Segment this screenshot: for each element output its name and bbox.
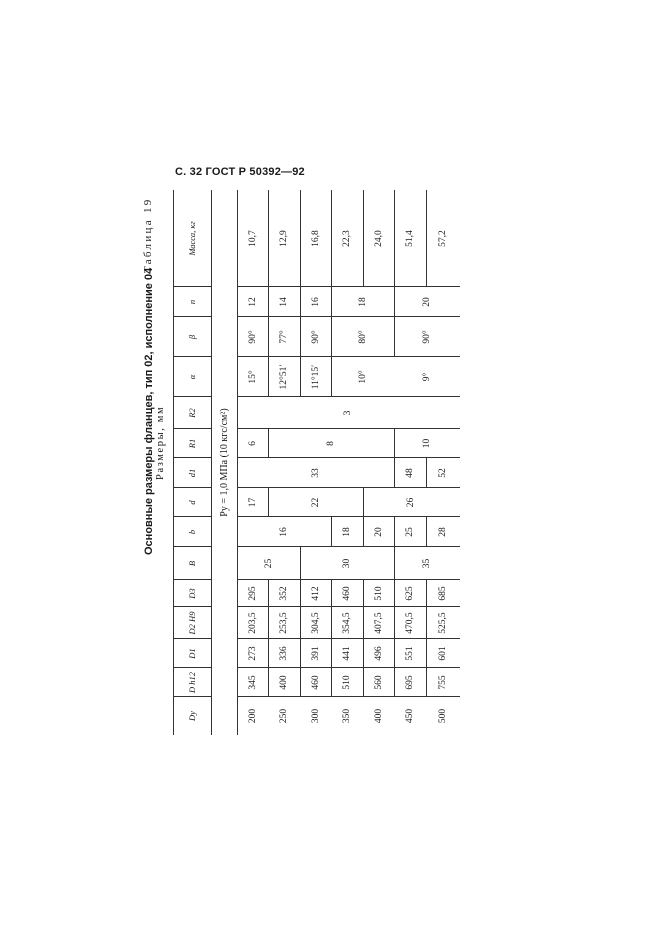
cell-d3: 625 <box>405 586 415 601</box>
row-rule <box>300 287 301 317</box>
row-rule <box>394 429 395 458</box>
cell-b-lower: 28 <box>437 527 448 537</box>
row-rule <box>394 517 395 547</box>
column-header: n <box>187 299 197 305</box>
column-header: D h12 <box>187 672 197 694</box>
column-header: β <box>187 334 197 340</box>
cell-b-upper: 30 <box>342 558 352 569</box>
row-rule <box>426 458 427 488</box>
row-rule <box>300 190 301 287</box>
rotated-table-block <box>140 190 460 735</box>
row-rule <box>331 317 332 357</box>
cell-dy: 350 <box>342 708 352 724</box>
cell-beta: 90° <box>421 330 432 344</box>
row-rule <box>331 287 332 317</box>
cell-d: 17 <box>247 497 258 508</box>
cell-d1: 496 <box>373 646 384 661</box>
cell-d1: 336 <box>279 646 289 661</box>
table-units: Размеры, мм <box>155 405 166 480</box>
column-rule <box>237 606 460 607</box>
cell-d3: 510 <box>373 586 384 601</box>
row-rule <box>268 357 269 397</box>
cell-mass: 16,8 <box>310 230 321 247</box>
cell-dy: 400 <box>373 708 384 724</box>
cell-beta: 90° <box>247 330 258 344</box>
column-header: d1 <box>187 468 197 478</box>
cell-d3: 295 <box>247 586 258 601</box>
cell-d3: 685 <box>437 586 448 601</box>
flange-dimensions-table <box>173 190 460 735</box>
cell-b-lower: 25 <box>405 527 415 537</box>
row-rule <box>394 547 395 580</box>
column-header: α <box>187 374 197 380</box>
cell-d1: 33 <box>310 468 321 478</box>
row-rule <box>331 190 332 287</box>
column-header: R2 <box>187 408 197 418</box>
cell-b-upper: 25 <box>263 558 274 569</box>
column-rule <box>237 638 460 639</box>
cell-d2: 203,5 <box>247 612 258 634</box>
cell-dy: 200 <box>247 708 258 724</box>
table-label: Таблица 19 <box>142 197 154 273</box>
cell-b-lower: 18 <box>342 527 352 537</box>
row-rule <box>394 458 395 488</box>
row-rule <box>300 317 301 357</box>
cell-d: 345 <box>247 675 258 690</box>
cell-mass: 22,3 <box>342 230 352 247</box>
table-title: Основные размеры фланцев, тип 02, исполнение 04 <box>143 267 155 555</box>
column-header: D2 H9 <box>187 611 197 635</box>
cell-d: 26 <box>406 497 416 508</box>
cell-d: 695 <box>405 675 415 690</box>
cell-d: 460 <box>310 675 321 690</box>
cell-beta: 80° <box>357 330 368 344</box>
cell-r1: 6 <box>247 441 258 446</box>
cell-d2: 525,5 <box>437 612 448 634</box>
cell-alpha: 10° <box>357 370 368 384</box>
cell-dy: 450 <box>405 708 415 724</box>
cell-d1: 391 <box>310 646 321 661</box>
cell-mass: 57,2 <box>437 230 448 247</box>
row-rule <box>300 547 301 580</box>
cell-d1: 601 <box>437 646 448 661</box>
cell-d1: 48 <box>405 468 415 478</box>
cell-d1: 273 <box>247 646 258 661</box>
row-rule <box>363 488 364 517</box>
cell-beta: 90° <box>310 330 321 344</box>
row-rule <box>363 517 364 547</box>
cell-d3: 460 <box>342 586 352 601</box>
cell-d2: 470,5 <box>405 612 415 634</box>
column-header: d <box>187 500 197 505</box>
column-header: D1 <box>187 648 197 659</box>
cell-n: 12 <box>247 297 258 307</box>
row-rule <box>426 517 427 547</box>
cell-d1: 52 <box>437 468 448 478</box>
row-rule <box>268 429 269 458</box>
cell-n: 18 <box>357 297 368 307</box>
cell-alpha: 11°15′ <box>310 364 321 390</box>
row-rule <box>331 357 332 397</box>
cell-d2: 304,5 <box>310 612 321 634</box>
cell-dy: 250 <box>279 708 289 724</box>
cell-mass: 51,4 <box>405 230 415 247</box>
cell-b-upper: 35 <box>421 558 432 569</box>
column-header: Dy <box>187 711 197 721</box>
cell-b-lower: 16 <box>279 527 289 537</box>
row-rule <box>268 488 269 517</box>
cell-d3: 412 <box>310 586 321 601</box>
cell-d2: 354,5 <box>342 612 352 634</box>
row-rule <box>300 357 301 397</box>
cell-n: 14 <box>279 297 289 307</box>
row-rule <box>394 317 395 357</box>
cell-dy: 500 <box>437 708 448 724</box>
column-header: D3 <box>187 588 197 599</box>
row-rule <box>268 190 269 287</box>
cell-alpha: 9° <box>421 372 432 382</box>
cell-d: 400 <box>279 675 289 690</box>
cell-d: 755 <box>437 675 448 690</box>
row-rule <box>268 317 269 357</box>
cell-alpha: 15° <box>247 370 258 384</box>
cell-d: 560 <box>373 675 384 690</box>
column-rule <box>237 667 460 668</box>
cell-d3: 352 <box>279 586 289 601</box>
cell-n: 16 <box>310 297 321 307</box>
cell-dy: 300 <box>310 708 321 724</box>
page-header: С. 32 ГОСТ Р 50392—92 <box>175 166 305 178</box>
cell-d1: 441 <box>342 646 352 661</box>
column-header: Масса, кг <box>187 221 197 256</box>
cell-alpha: 12°51′ <box>279 364 289 390</box>
cell-d2: 253,5 <box>279 612 289 634</box>
row-rule <box>363 190 364 287</box>
cell-d2: 407,5 <box>373 612 384 634</box>
cell-d: 510 <box>342 675 352 690</box>
column-header: B <box>187 560 197 567</box>
row-rule <box>426 190 427 287</box>
cell-d1: 551 <box>405 646 415 661</box>
row-rule <box>268 287 269 317</box>
row-rule <box>394 287 395 317</box>
cell-r2: 3 <box>343 410 353 416</box>
cell-d: 22 <box>310 497 321 508</box>
cell-beta: 77° <box>279 330 289 344</box>
row-rule <box>394 190 395 287</box>
column-header: R1 <box>187 438 197 449</box>
cell-mass: 10,7 <box>247 230 258 247</box>
cell-r1: 10 <box>421 438 432 449</box>
cell-mass: 12,9 <box>279 230 289 247</box>
cell-r1: 8 <box>326 441 336 446</box>
column-header: b <box>187 529 197 535</box>
cell-mass: 24,0 <box>373 230 384 247</box>
row-rule <box>331 517 332 547</box>
pressure-label: Py = 1,0 МПа (10 кгс/см²) <box>218 408 230 517</box>
cell-b-lower: 20 <box>373 527 384 537</box>
cell-n: 20 <box>421 297 432 307</box>
